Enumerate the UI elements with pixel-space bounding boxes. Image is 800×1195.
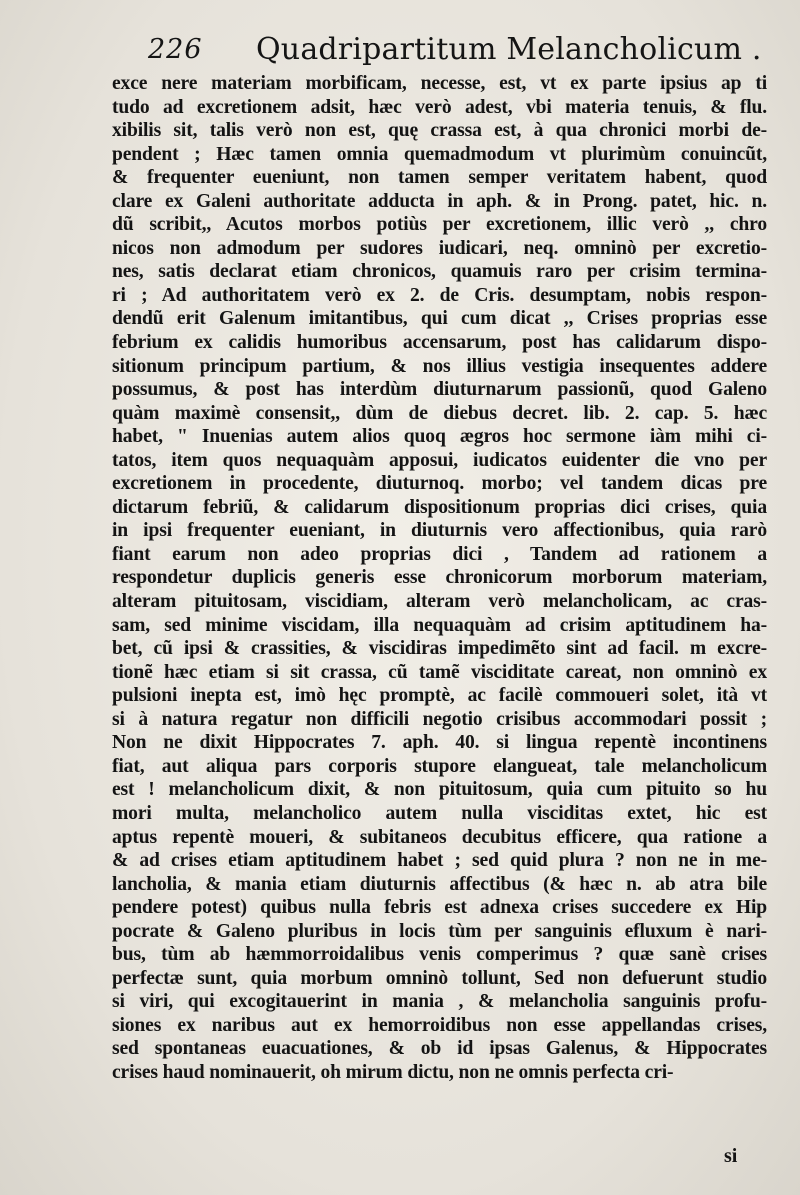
- text-line: aptus repentè moueri, & subitaneos decubitus efficere, qua ratione a: [112, 826, 767, 848]
- text-line: exce nere materiam morbificam, necesse, est, vt ex parte ipsius ap ti: [112, 73, 767, 94]
- text-line: pocrate & Galeno pluribus in locis tùm per sanguinis efluxum è nari-: [112, 920, 767, 942]
- text-line: ri ; Ad authoritatem verò ex 2. de Cris. desumptam, nobis respon-: [112, 284, 767, 306]
- text-line: mori multa, melancholico autem nulla visciditas extet, hic est: [112, 802, 767, 824]
- text-line: dendũ erit Galenum imitantibus, qui cum dicat ,, Crises proprias esse: [112, 308, 767, 330]
- catchword: si: [724, 1145, 738, 1167]
- text-line: dũ scribit,, Acutos morbos potiùs per excretionem, illic verò ,, chro: [112, 214, 767, 236]
- text-line: quàm maximè consensit,, dùm de diebus decret. lib. 2. cap. 5. hæc: [112, 402, 767, 424]
- text-line: alteram pituitosam, viscidiam, alteram verò melancholicam, ac cras-: [112, 591, 767, 613]
- text-line: tudo ad excretionem adsit, hæc verò adest, vbi materia tenuis, & flu.: [112, 96, 767, 118]
- text-line: fiat, aut aliqua pars corporis stupore elangueat, tale melancholicum: [112, 755, 767, 777]
- body-text: [112, 72, 767, 1085]
- text-line: xibilis sit, talis verò non est, quę crassa est, à qua chronici morbi de-: [112, 120, 767, 142]
- text-line: bet, cũ ipsi & crassities, & viscidiras impedimẽto sint ad facil. m excre-: [112, 638, 767, 660]
- text-line: pulsioni inepta est, imò hęc promptè, ac facilè commoueri solet, ità vt: [112, 685, 767, 707]
- page-number: 226: [148, 34, 203, 65]
- text-line: sitionum principum partium, & nos illius vestigia insequentes addere: [112, 355, 767, 377]
- text-line: si viri, qui excogitauerint in mania , & melancholia sanguinis profu-: [112, 991, 767, 1013]
- text-line: siones ex naribus aut ex hemorroidibus non esse appellandas crises,: [112, 1014, 767, 1036]
- text-line: & frequenter eueniunt, non tamen semper veritatem habent, quod: [112, 167, 767, 189]
- text-line: tionẽ hæc etiam si sit crassa, cũ tamẽ visciditate careat, non omninò ex: [112, 661, 767, 683]
- text-line: lancholia, & mania etiam diuturnis affectibus (& hæc n. ab atra bile: [112, 873, 767, 895]
- text-line: sam, sed minime viscidam, illa nequaquàm ad crisim aptitudinem ha-: [112, 614, 767, 636]
- text-line: sed spontaneas euacuationes, & ob id ipsas Galenus, & Hippocrates: [112, 1038, 767, 1060]
- page-header: [138, 30, 762, 70]
- text-line: in ipsi frequenter eueniant, in diuturnis vero affectionibus, quia rarò: [112, 520, 767, 542]
- text-line: perfectæ sunt, quia morbum omninò tollunt, Sed non defuerunt studio: [112, 967, 767, 989]
- text-line: est ! melancholicum dixit, & non pituitosum, quia cum pituito so hu: [112, 779, 767, 801]
- text-line: febrium ex calidis humoribus accensarum, post has calidarum dispo-: [112, 332, 767, 354]
- text-line: possumus, & post has interdùm diuturnarum passionũ, quod Galeno: [112, 379, 767, 401]
- text-line: bus, tùm ab hæmmorroidalibus venis comperimus ? quæ sanè crises: [112, 944, 767, 966]
- text-line: pendere potest) quibus nulla febris est adnexa crises succedere ex Hip: [112, 897, 767, 919]
- text-line: pendent ; Hæc tamen omnia quemadmodum vt plurimùm conuincũt,: [112, 143, 767, 165]
- text-line: crises haud nominauerit, oh mirum dictu, non ne omnis perfecta cri-: [112, 1061, 674, 1083]
- text-line: habet, " Inuenias autem alios quoq ægros hoc sermone iàm mihi ci-: [112, 426, 767, 448]
- text-line: tatos, item quos nequaquàm apposui, iudicatos euidenter die vno per: [112, 449, 767, 471]
- text-line: & ad crises etiam aptitudinem habet ; sed quid plura ? non ne in me-: [112, 850, 767, 872]
- text-line: clare ex Galeni authoritate adducta in aph. & in Prong. patet, hic. n.: [112, 190, 767, 212]
- text-line: respondetur duplicis generis esse chronicorum morborum materiam,: [112, 567, 767, 589]
- text-line: dictarum febriũ, & calidarum dispositionum proprias dici crises, quia: [112, 496, 767, 518]
- text-line: fiant earum non adeo proprias dici , Tandem ad rationem a: [112, 543, 767, 565]
- text-line: nicos non admodum per sudores iudicari, neq. omninò per excretio-: [112, 237, 767, 259]
- text-line: excretionem in procedente, diuturnoq. morbo; vel tandem dicas pre: [112, 473, 767, 495]
- running-title: Quadripartitum Melancholicum .: [256, 32, 762, 67]
- text-line: nes, satis declarat etiam chronicos, quamuis raro per crisim termina-: [112, 261, 767, 283]
- text-line: Non ne dixit Hippocrates 7. aph. 40. si lingua repentè incontinens: [112, 732, 767, 754]
- text-line: si à natura regatur non difficili negotio crisibus accommodari possit ;: [112, 708, 767, 730]
